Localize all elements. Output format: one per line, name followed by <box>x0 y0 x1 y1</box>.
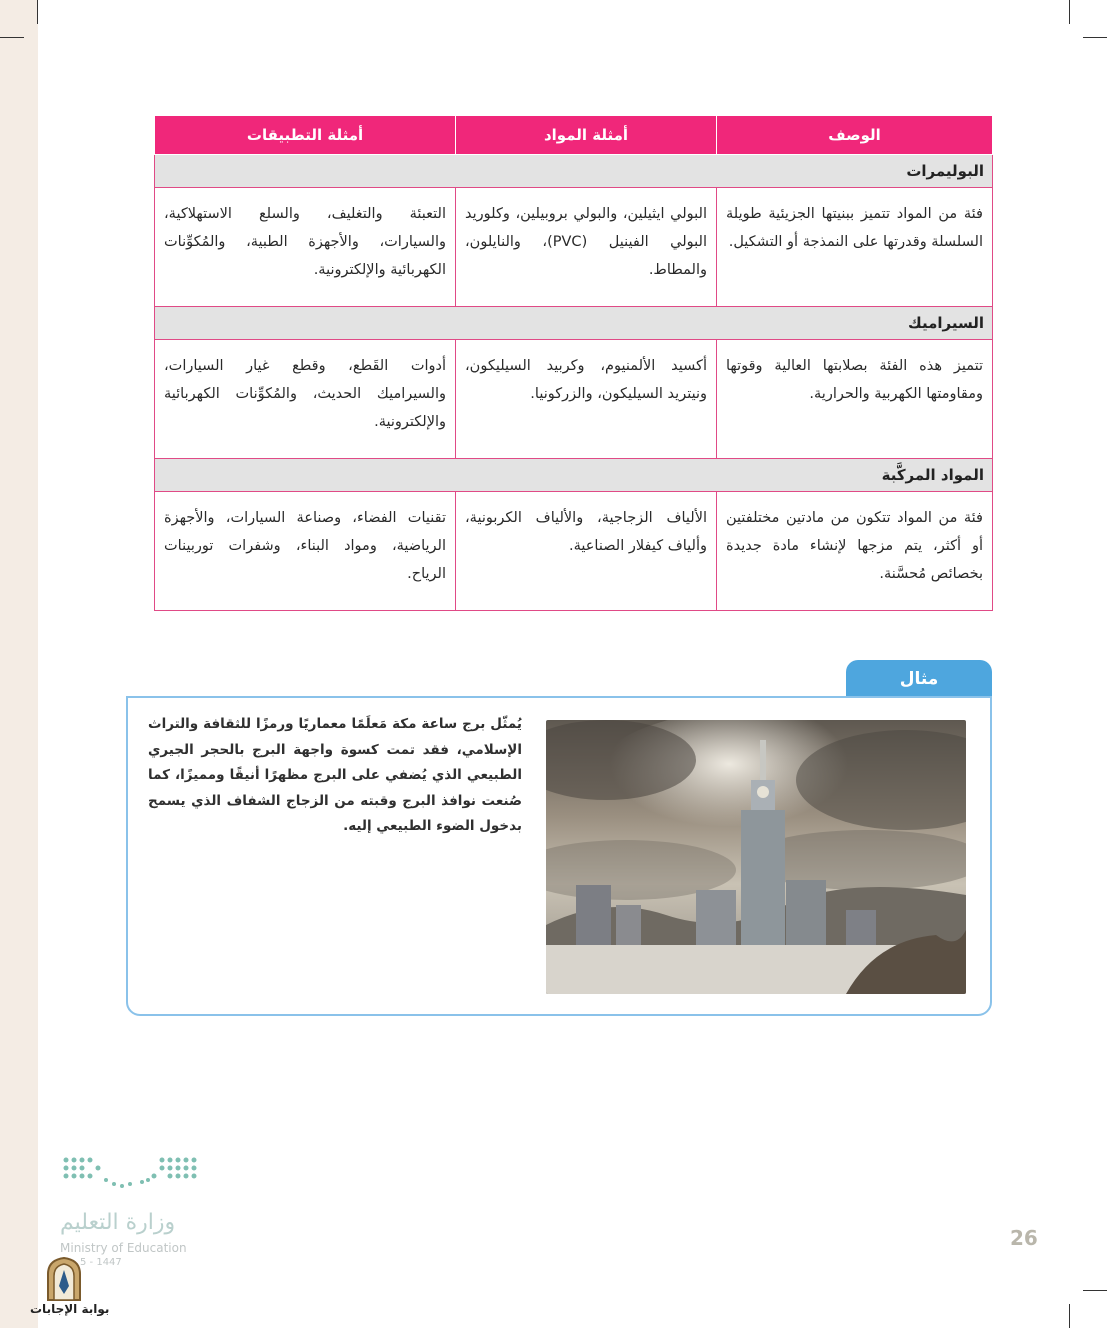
crop-mark <box>1069 1304 1070 1328</box>
cell-description: فئة من المواد تتميز ببنيتها الجزيئية طويلة السلسلة وقدرتها على النمذجة أو التشكيل. <box>717 188 993 307</box>
example-text: يُمثّل برج ساعة مكة مَعلَمًا معماريًا ورمزًا للثقافة والتراث الإسلامي، فقد تمت كسوة واجهة البرج بالحجر الجيري الطبيعي الذي يُضفي على البرج مظهرًا أنيقًا ومميزًا، كما صُنعت نوافذ البرج وقبته من الزجاج الشفاف الذي يسمح بدخول الضوء الطبيعي إليه. <box>148 716 522 834</box>
cell-description: تتميز هذه الفئة بصلابتها العالية وقوتها ومقاومتها الكهربية والحرارية. <box>717 340 993 459</box>
table-row <box>155 188 993 307</box>
page-number: 26 <box>1010 1226 1038 1250</box>
cell-materials: الألياف الزجاجية، والألياف الكربونية، وألياف كيفلار الصناعية. <box>456 492 717 611</box>
header-materials: أمثلة المواد <box>456 116 717 155</box>
table-row <box>155 340 993 459</box>
cell-materials: أكسيد الألمنيوم، وكربيد السيليكون، ونيتريد السيليكون، والزركونيا. <box>456 340 717 459</box>
cell-description: فئة من المواد تتكون من مادتين مختلفتين أو أكثر، يتم مزجها لإنشاء مادة جديدة بخصائص مُحسَّنة. <box>717 492 993 611</box>
table-row <box>155 492 993 611</box>
portal-logo-icon <box>40 1256 88 1302</box>
page-side-strip <box>0 0 38 1328</box>
crop-mark <box>1069 0 1070 24</box>
crop-mark <box>1083 1290 1107 1291</box>
ministry-year: 5 - 1447 <box>80 1257 122 1268</box>
crop-mark <box>1083 37 1107 38</box>
cell-applications: أدوات القَطع، وقطع غيار السيارات، والسيراميك الحديث، والمُكوِّنات الكهربائية والإلكترونية. <box>155 340 456 459</box>
cell-applications: تقنيات الفضاء، وصناعة السيارات، والأجهزة الرياضية، ومواد البناء، وشفرات توربينات الرياح. <box>155 492 456 611</box>
section-title-ceramics: السيراميك <box>155 307 993 340</box>
clock-tower-photo <box>546 720 966 994</box>
section-row <box>155 459 993 492</box>
example-tab: مثال <box>846 660 992 698</box>
section-title-polymers: البوليمرات <box>155 155 993 188</box>
section-title-composites: المواد المركَّبة <box>155 459 993 492</box>
cell-materials: البولي ايثيلين، والبولي بروبيلين، وكلوريد البولي الفينيل (PVC)، والنايلون، والمطاط. <box>456 188 717 307</box>
ministry-name-arabic: وزارة التعليم <box>60 1210 176 1235</box>
section-row <box>155 155 993 188</box>
header-description: الوصف <box>717 116 993 155</box>
header-applications: أمثلة التطبيقات <box>155 116 456 155</box>
table-header-row <box>155 116 993 155</box>
cell-applications: التعبئة والتغليف، والسلع الاستهلاكية، والسيارات، والأجهزة الطبية، والمُكوِّنات الكهربائية والإلكترونية. <box>155 188 456 307</box>
ministry-name-english: Ministry of Education <box>60 1241 187 1255</box>
crop-mark <box>37 0 38 24</box>
portal-label: بوابة الإجابات <box>30 1302 110 1316</box>
section-row <box>155 307 993 340</box>
crop-mark <box>0 37 24 38</box>
materials-table <box>154 115 993 611</box>
